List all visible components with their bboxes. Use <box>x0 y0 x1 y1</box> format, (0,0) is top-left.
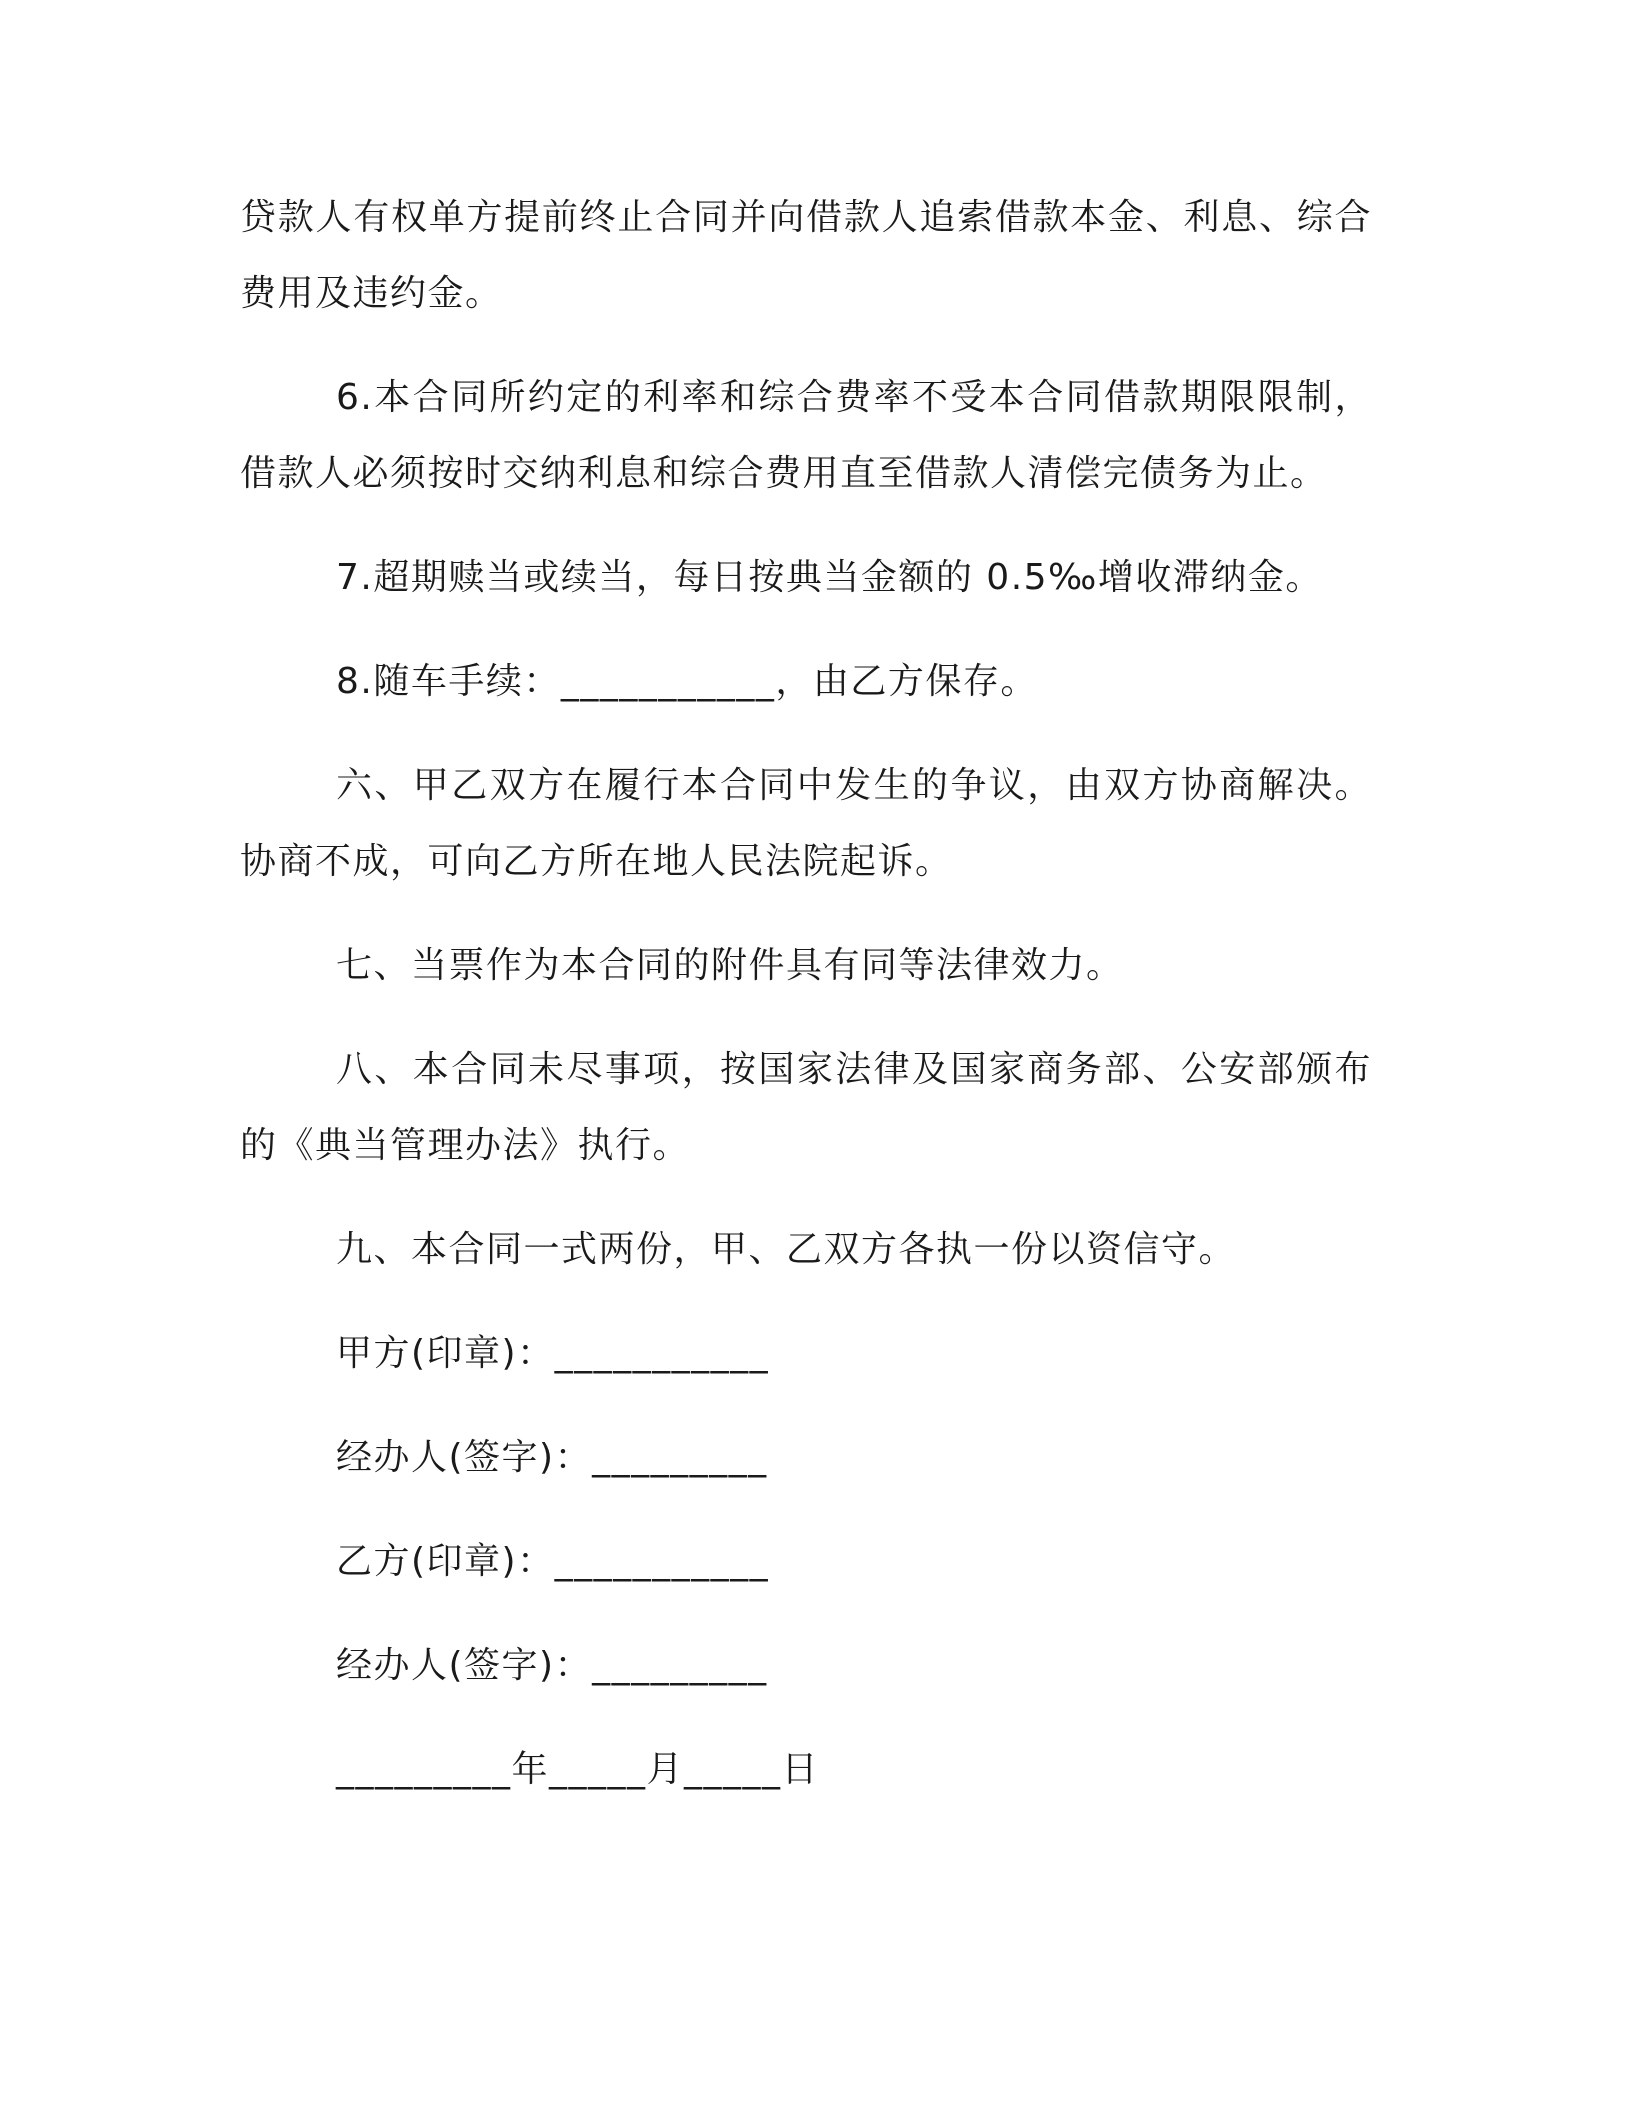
clause-6-paragraph: 6.本合同所约定的利率和综合费率不受本合同借款期限限制，借款人必须按时交纳利息和综合费用直至借款人清偿完债务为止。 <box>240 377 1372 494</box>
article-7-pawn-ticket-paragraph: 七、当票作为本合同的附件具有同等法律效力。 <box>336 945 1124 986</box>
party-b-seal-line: 乙方(印章)：___________ <box>336 1541 770 1582</box>
article-9-copies-paragraph: 九、本合同一式两份，甲、乙双方各执一份以资信守。 <box>336 1229 1237 1270</box>
article-6-dispute-paragraph: 六、甲乙双方在履行本合同中发生的争议，由双方协商解决。协商不成，可向乙方所在地人民法院起诉。 <box>240 765 1372 882</box>
party-a-seal-line: 甲方(印章)：___________ <box>336 1333 770 1374</box>
clause-continuation-paragraph: 贷款人有权单方提前终止合同并向借款人追索借款本金、利息、综合费用及违约金。 <box>240 197 1372 314</box>
date-line: _________年_____月_____日 <box>336 1749 819 1790</box>
party-b-agent-signature-line: 经办人(签字)：_________ <box>336 1645 768 1686</box>
clause-7-paragraph: 7.超期赎当或续当，每日按典当金额的 0.5‰增收滞纳金。 <box>336 557 1323 598</box>
contract-body <box>240 180 1372 1836</box>
party-a-agent-signature-line: 经办人(签字)：_________ <box>336 1437 768 1478</box>
clause-8-paragraph: 8.随车手续：___________，由乙方保存。 <box>336 661 1038 702</box>
article-8-unresolved-matters-paragraph: 八、本合同未尽事项，按国家法律及国家商务部、公安部颁布的《典当管理办法》执行。 <box>240 1049 1372 1166</box>
